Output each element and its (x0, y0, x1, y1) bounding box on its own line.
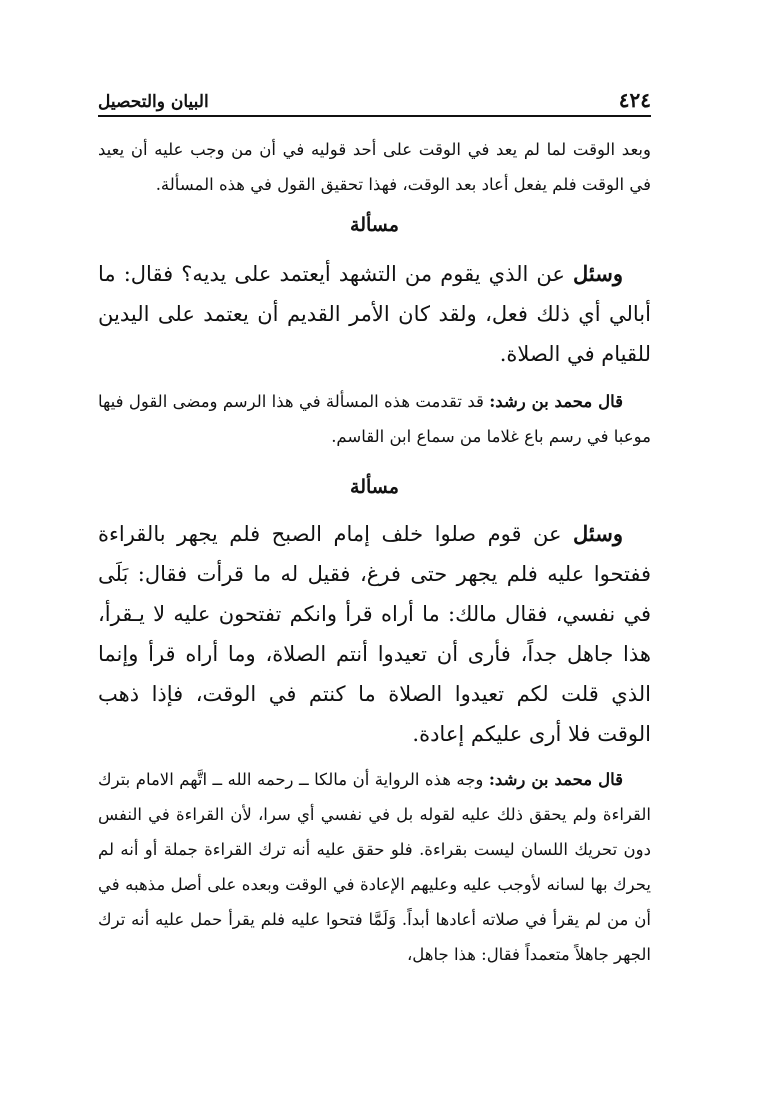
section-heading-1: مسألة (350, 214, 399, 236)
paragraph-3-lead: قال محمد بن رشد: (489, 392, 623, 411)
paragraph-5 (98, 762, 651, 972)
paragraph-2-lead: وسئل (573, 261, 623, 286)
paragraph-1-text: وبعد الوقت لما لم يعد في الوقت على أحد قوليه في أن من وجب عليه أن يعيد في الوقت فلم يفعل أعاد بعد الوقت، فهذا تحقيق القول في هذه المسألة. (98, 140, 651, 194)
paragraph-1 (98, 132, 651, 202)
paragraph-4-lead: وسئل (573, 521, 623, 546)
paragraph-3-text: قد تقدمت هذه المسألة في هذا الرسم ومضى القول فيها موعبا في رسم باع غلاما من سماع ابن القاسم. (98, 392, 651, 446)
page-header (98, 88, 651, 117)
paragraph-2-text: عن الذي يقوم من التشهد أيعتمد على يديه؟ فقال: ما أبالي أي ذلك فعل، ولقد كان الأمر القديم أن يعتمد على اليدين للقيام في الصلاة. (98, 262, 651, 366)
section-heading-2: مسألة (350, 476, 399, 498)
paragraph-2 (98, 254, 651, 374)
paragraph-4-text: عن قوم صلوا خلف إمام الصبح فلم يجهر بالقراءة ففتحوا عليه فلم يجهر حتى فرغ، فقيل له ما قرأت فقال: بَلَى في نفسي، فقال مالك: ما أراه قرأ وانكم تفتحون عليه لا يـقرأ، هذا جاهل جداً، فأرى أن تعيدوا أنتم الصلاة، وما أراه قرأ وإنما الذي قلت لكم تعيدوا الصلاة ما كنتم في الوقت، فإذا ذهب الوقت فلا أرى عليكم إعادة. (98, 522, 651, 746)
page-number: ٤٢٤ (618, 88, 651, 112)
running-title: البيان والتحصيل (98, 92, 209, 112)
paragraph-4 (98, 514, 651, 754)
paragraph-5-lead: قال محمد بن رشد: (488, 770, 623, 789)
paragraph-3 (98, 384, 651, 454)
page-body (98, 132, 651, 972)
paragraph-5-text: وجه هذه الرواية أن مالكا ــ رحمه الله ــ اتَّهم الامام بترك القراءة ولم يحقق ذلك عليه لقوله بل في نفسي أي سرا، لأن القراءة في النفس دون تحريك اللسان ليست بقراءة. فلو حقق عليه أنه ترك القراءة جملة أو أنه لم يحرك بها لسانه لأوجب عليه وعليهم الإعادة في الوقت وبعده على أصل مذهبه في أن من لم يقرأ في صلاته أعادها أبداً. وَلَمَّا فتحوا عليه فلم يقرأ حمل عليه أنه ترك الجهر جاهلاً متعمداً فقال: هذا جاهل، (98, 770, 651, 964)
